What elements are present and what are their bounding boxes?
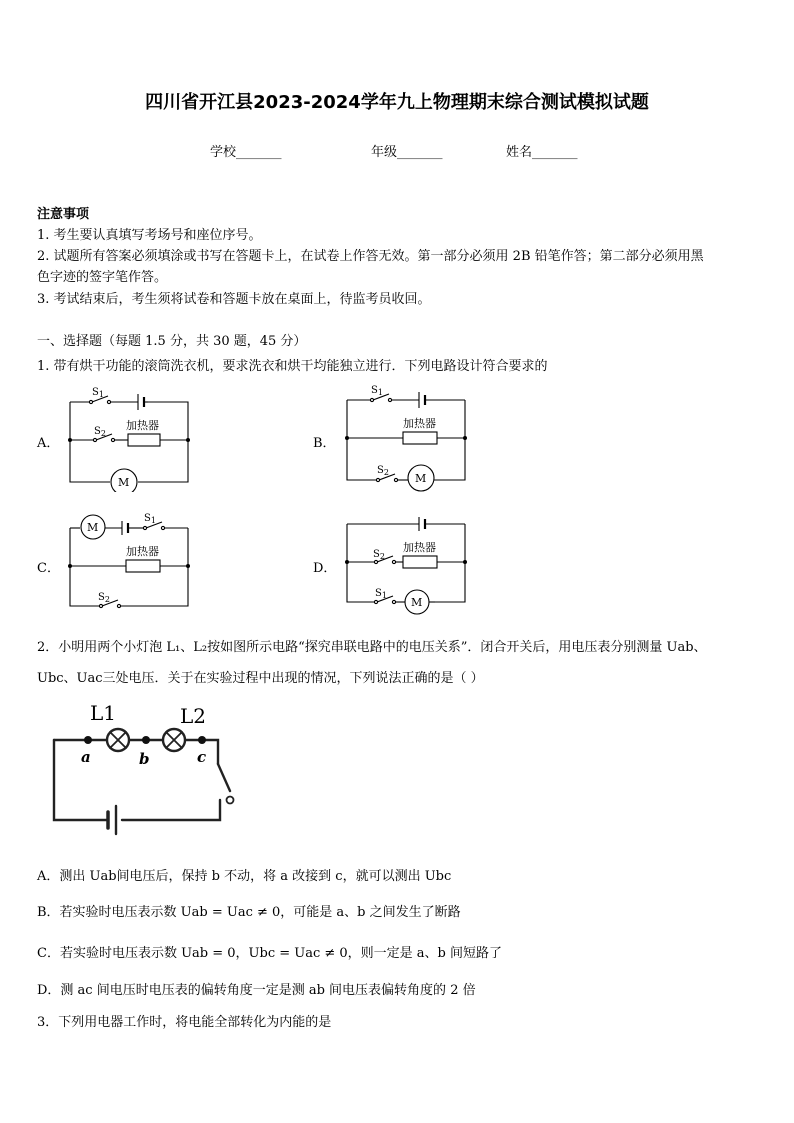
question-2-stem-cont: Ubc、Uac三处电压．关于在实验过程中出现的情况，下列说法正确的是（ ） (37, 671, 484, 686)
point-b-label: b (139, 750, 150, 768)
switch-s1-label: $S_1$ (375, 588, 387, 600)
switch-s2-label: $S_2$ (377, 465, 389, 477)
q1-option-c-label: C． (37, 561, 60, 576)
switch-s1-label: $S_1$ (144, 513, 156, 525)
q1-option-b-label: B． (313, 436, 336, 451)
point-a-label: a (81, 748, 91, 766)
motor-label: M (415, 472, 427, 485)
q1-option-d-label: D． (313, 561, 337, 576)
section-heading: 一、选择题（每题 1.5 分，共 30 题，45 分） (37, 334, 307, 349)
q2-option-a: A．测出 Uab间电压后，保持 b 不动，将 a 改接到 c，就可以测出 Ubc (37, 869, 452, 884)
lamp-l2-label: L2 (180, 704, 207, 728)
switch-s2-label: $S_2$ (373, 549, 385, 561)
notice-heading: 注意事项 (37, 207, 90, 222)
motor-label: M (118, 476, 130, 489)
motor-label: M (411, 596, 423, 609)
q1-option-a-label: A． (37, 436, 60, 451)
switch-s1-label: $S_1$ (92, 387, 104, 399)
school-field[interactable]: 学校_______ (210, 145, 282, 160)
point-c-label: c (197, 748, 207, 766)
heater-label: 加热器 (126, 545, 159, 558)
heater-label: 加热器 (403, 541, 436, 554)
q2-option-c: C．若实验时电压表示数 Uab = 0，Ubc = Uac ≠ 0，则一定是 a、b 间短路了 (37, 946, 503, 961)
notice-item: 1. 考生要认真填写考场号和座位序号。 (37, 228, 262, 243)
question-1-stem: 1. 带有烘干功能的滚筒洗衣机，要求洗衣和烘干均能独立进行．下列电路设计符合要求的 (37, 359, 548, 374)
circuit-diagram-b (337, 382, 477, 497)
question-3-stem: 3．下列用电器工作时，将电能全部转化为内能的是 (37, 1015, 332, 1030)
series-circuit-figure (40, 696, 250, 841)
heater-label: 加热器 (126, 419, 159, 432)
q2-option-d: D．测 ac 间电压时电压表的偏转角度一定是测 ab 间电压表偏转角度的 2 倍 (37, 983, 476, 998)
switch-s2-label: $S_2$ (94, 426, 106, 438)
grade-field[interactable]: 年级_______ (371, 145, 443, 160)
circuit-diagram-a (60, 382, 200, 492)
switch-s2-label: $S_2$ (98, 592, 110, 604)
notice-item: 3. 考试结束后，考生须将试卷和答题卡放在桌面上，待监考员收回。 (37, 292, 431, 307)
heater-label: 加热器 (403, 417, 436, 430)
lamp-l1-label: L1 (90, 701, 117, 725)
question-2-stem: 2．小明用两个小灯泡 L₁、L₂按如图所示电路“探究串联电路中的电压关系”．闭合开关后，用电压表分别测量 Uab、 (37, 640, 707, 655)
page-title: 四川省开江县2023-2024学年九上物理期末综合测试模拟试题 (145, 92, 649, 113)
notice-item: 色字迹的签字笔作答。 (37, 270, 168, 285)
name-field[interactable]: 姓名_______ (506, 145, 578, 160)
circuit-diagram-d (337, 508, 477, 618)
circuit-diagram-c (60, 508, 200, 613)
q2-option-b: B．若实验时电压表示数 Uab = Uac ≠ 0，可能是 a、b 之间发生了断路 (37, 905, 461, 920)
notice-item: 2. 试题所有答案必须填涂或书写在答题卡上，在试卷上作答无效。第一部分必须用 2B 铅笔作答；第二部分必须用黑 (37, 249, 704, 264)
switch-s1-label: $S_1$ (371, 385, 383, 397)
motor-label: M (87, 521, 99, 534)
